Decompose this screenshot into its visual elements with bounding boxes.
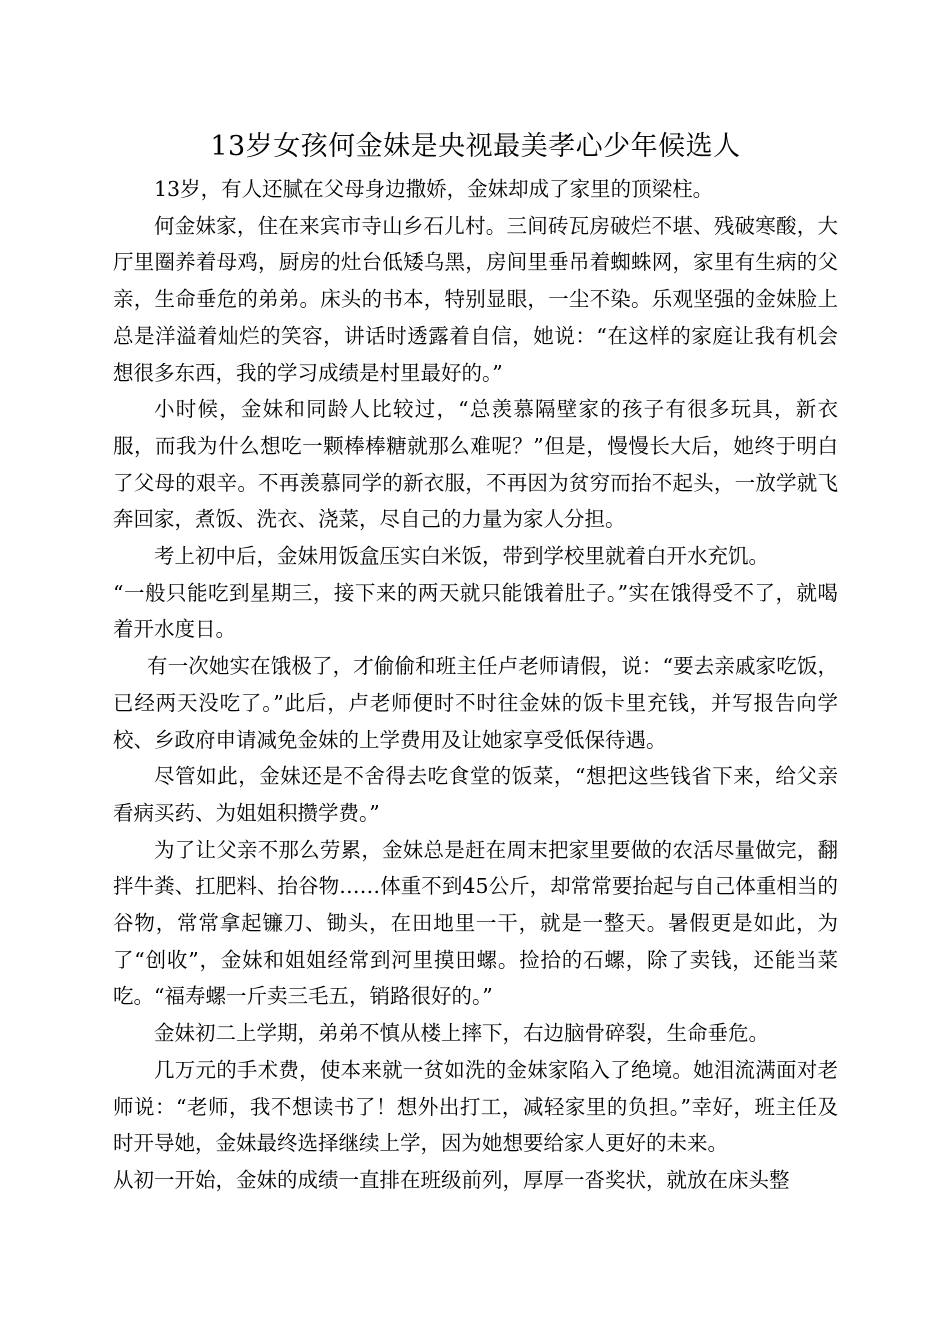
paragraph-9: 金妹初二上学期，弟弟不慎从楼上摔下，右边脑骨碎裂，生命垂危。 <box>154 1021 769 1046</box>
paragraph-8: 为了让父亲不那么劳累，金妹总是赶在周末把家里要做的农活尽量做完，翻拌牛粪、扛肥料、抬谷物……体重不到45公斤，却常常要抬起与自己体重相当的谷物，常常拿起镰刀、锄头，在田地里一干，就是一整天。暑假更是如此，为了“创收”，金妹和姐姐经常到河里摸田螺。捡拾的石螺，除了卖钱，还能当菜吃。“福寿螺一斤卖三毛五，销路很好的。” <box>113 837 838 1009</box>
paragraph-5: “一般只能吃到星期三，接下来的两天就只能饿着肚子。”实在饿得受不了，就喝着开水度日。 <box>113 580 838 642</box>
document-page <box>113 127 838 1199</box>
document-title: 13岁女孩何金妹是央视最美孝心少年候选人 <box>210 131 741 162</box>
paragraph-2: 何金妹家，住在来宾市寺山乡石儿村。三间砖瓦房破烂不堪、残破寒酸，大厅里圈养着母鸡，厨房的灶台低矮乌黑，房间里垂吊着蜘蛛网，家里有生病的父亲，生命垂危的弟弟。床头的书本，特别显眼，一尘不染。乐观坚强的金妹脸上总是洋溢着灿烂的笑容，讲话时透露着自信，她说：“在这样的家庭让我有机会想很多东西，我的学习成绩是村里最好的。” <box>113 213 838 385</box>
paragraph-1: 13岁，有人还腻在父母身边撒娇，金妹却成了家里的顶梁柱。 <box>154 177 714 201</box>
paragraph-7: 尽管如此，金妹还是不舍得去吃食堂的饭菜，“想把这些钱省下来，给父亲看病买药、为姐姐积攒学费。” <box>113 764 838 825</box>
paragraph-11: 从初一开始，金妹的成绩一直排在班级前列，厚厚一沓奖状，就放在床头整 <box>113 1167 790 1192</box>
paragraph-3: 小时候，金妹和同龄人比较过，“总羡慕隔壁家的孩子有很多玩具，新衣服，而我为什么想吃一颗棒棒糖就那么难呢？”但是，慢慢长大后，她终于明白了父母的艰辛。不再羡慕同学的新衣服，不再因为贫穷而抬不起头，一放学就飞奔回家，煮饭、洗衣、浇菜，尽自己的力量为家人分担。 <box>113 397 838 532</box>
paragraph-10: 几万元的手术费，使本来就一贫如洗的金妹家陷入了绝境。她泪流满面对老师说：“老师，我不想读书了！想外出打工，减轻家里的负担。”幸好，班主任及时开导她，金妹最终选择继续上学，因为她想要给家人更好的未来。 <box>113 1057 838 1156</box>
paragraph-4: 考上初中后，金妹用饭盒压实白米饭，带到学校里就着白开水充饥。 <box>154 544 769 569</box>
paragraph-6: 有一次她实在饿极了，才偷偷和班主任卢老师请假，说：“要去亲戚家吃饭，已经两天没吃了。”此后，卢老师便时不时往金妹的饭卡里充钱，并写报告向学校、乡政府申请减免金妹的上学费用及让她家享受低保待遇。 <box>113 654 838 752</box>
